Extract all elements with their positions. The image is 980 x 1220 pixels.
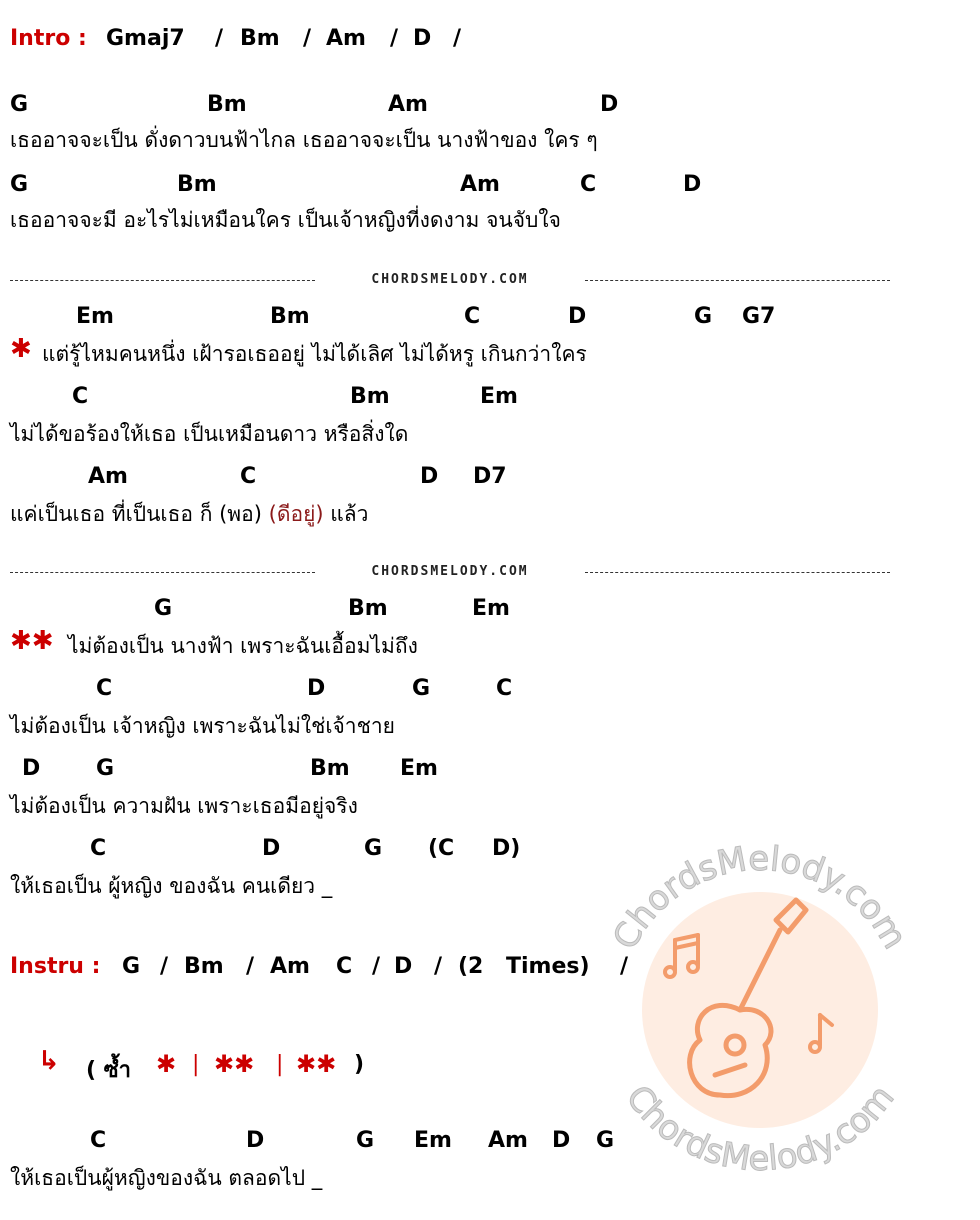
- chord: G: [10, 92, 29, 117]
- separator: [10, 564, 890, 580]
- chord: Bm: [310, 756, 350, 781]
- repeat-arrow-icon: ↳: [38, 1046, 60, 1076]
- chord: G: [356, 1128, 375, 1153]
- chord: D: [600, 92, 619, 117]
- watermark-logo: [580, 820, 940, 1200]
- intro-chord: Gmaj7: [106, 26, 185, 51]
- chord: C: [90, 836, 107, 861]
- chord: Bm: [270, 304, 310, 329]
- chord: Bm: [207, 92, 247, 117]
- chord: Bm: [177, 172, 217, 197]
- repeat-close: ): [354, 1052, 365, 1077]
- chord: G: [10, 172, 29, 197]
- separator: [10, 272, 890, 288]
- instru-label: Instru :: [10, 954, 101, 979]
- chord: C: [96, 676, 113, 701]
- chord: D: [262, 836, 281, 861]
- separator-dash: [585, 572, 890, 573]
- instru-chord: Bm: [184, 954, 224, 979]
- lyric-segment: แค่เป็นเธอ ที่เป็นเธอ ก็ (พอ): [10, 502, 269, 526]
- chord: Em: [76, 304, 114, 329]
- chord: G: [412, 676, 431, 701]
- chord: D: [307, 676, 326, 701]
- chord: G: [694, 304, 713, 329]
- chorus-marker: ✱: [10, 334, 32, 364]
- chord: Am: [88, 464, 128, 489]
- repeat-open: ( ซ้ำ: [86, 1058, 131, 1083]
- instru-slash: /: [620, 954, 629, 979]
- chord: Em: [400, 756, 438, 781]
- repeat-marker: ✱: [156, 1050, 177, 1078]
- intro-label: Intro :: [10, 26, 87, 51]
- lyric-line: เธออาจจะเป็น ดั่งดาวบนฟ้าไกล เธออาจจะเป็น นางฟ้าของ ใคร ๆ: [10, 128, 598, 152]
- chord: C: [464, 304, 481, 329]
- chord: D: [246, 1128, 265, 1153]
- instru-chord: D: [394, 954, 413, 979]
- chord: G: [596, 1128, 615, 1153]
- separator-dash: [10, 572, 315, 573]
- chord: G: [154, 596, 173, 621]
- chord: Am: [460, 172, 500, 197]
- repeat-marker: ✱✱: [214, 1050, 255, 1078]
- instru-chord: C: [336, 954, 353, 979]
- chord: Em: [414, 1128, 452, 1153]
- lyric-segment: แล้ว: [323, 502, 369, 526]
- intro-slash: /: [453, 26, 462, 51]
- separator-dash: [585, 280, 890, 281]
- instru-slash: /: [246, 954, 255, 979]
- separator-site-text: CHORDSMELODY.COM: [371, 564, 529, 579]
- repeat-marker: ✱✱: [296, 1050, 337, 1078]
- chord: Bm: [348, 596, 388, 621]
- instru-repeat-count: (2: [458, 954, 484, 979]
- chord: D): [492, 836, 521, 861]
- chord: C: [496, 676, 513, 701]
- chord: C: [72, 384, 89, 409]
- chord: G: [96, 756, 115, 781]
- lyric-line: ให้เธอเป็น ผู้หญิง ของฉัน คนเดียว _: [10, 874, 333, 898]
- lyric-line: ไม่ต้องเป็น เจ้าหญิง เพราะฉันไม่ใช่เจ้าชาย: [10, 714, 395, 738]
- intro-chord: Am: [326, 26, 366, 51]
- intro-slash: /: [303, 26, 312, 51]
- instru-chord: G: [122, 954, 141, 979]
- chord: D7: [473, 464, 507, 489]
- chorus-marker: ✱✱: [10, 626, 54, 656]
- watermark-text-top: ChordsMelody.com: [605, 838, 915, 957]
- repeat-divider: |: [192, 1052, 200, 1077]
- lyric-line: ให้เธอเป็นผู้หญิงของฉัน ตลอดไป _: [10, 1166, 323, 1190]
- lyric-line: แต่รู้ไหมคนหนึ่ง เฝ้ารอเธออยู่ ไม่ได้เลิศ ไม่ได้หรู เกินกว่าใคร: [42, 342, 587, 366]
- separator-site-text: CHORDSMELODY.COM: [371, 272, 529, 287]
- instru-repeat-word: Times): [506, 954, 590, 979]
- chord: D: [22, 756, 41, 781]
- chord: C: [580, 172, 597, 197]
- chord: (C: [428, 836, 455, 861]
- lyric-line: [10, 498, 368, 531]
- chord: G7: [742, 304, 776, 329]
- lyric-line: ไม่ต้องเป็น นางฟ้า เพราะฉันเอื้อมไม่ถึง: [68, 634, 418, 658]
- chord: D: [683, 172, 702, 197]
- chord: Em: [480, 384, 518, 409]
- chord: D: [420, 464, 439, 489]
- lyric-line: ไม่ต้องเป็น ความฝัน เพราะเธอมีอยู่จริง: [10, 794, 358, 818]
- instru-slash: /: [160, 954, 169, 979]
- watermark-circle: [642, 892, 878, 1128]
- repeat-divider: |: [276, 1052, 284, 1077]
- chord: D: [568, 304, 587, 329]
- chord: D: [552, 1128, 571, 1153]
- intro-chord: Bm: [240, 26, 280, 51]
- instru-slash: /: [434, 954, 443, 979]
- intro-slash: /: [390, 26, 399, 51]
- lyric-line: ไม่ได้ขอร้องให้เธอ เป็นเหมือนดาว หรือสิ่งใด: [10, 422, 409, 446]
- instru-slash: /: [372, 954, 381, 979]
- watermark-text-bottom: ChordsMelody.com: [617, 1077, 903, 1180]
- chord: G: [364, 836, 383, 861]
- chord: C: [240, 464, 257, 489]
- separator-dash: [10, 280, 315, 281]
- lyric-line: เธออาจจะมี อะไรไม่เหมือนใคร เป็นเจ้าหญิงที่งดงาม จนจับใจ: [10, 208, 561, 232]
- intro-chord: D: [413, 26, 432, 51]
- intro-slash: /: [215, 26, 224, 51]
- chord: C: [90, 1128, 107, 1153]
- chord: Am: [488, 1128, 528, 1153]
- lyric-alt-segment: (ดีอยู่): [268, 502, 324, 526]
- chord: Am: [388, 92, 428, 117]
- instru-chord: Am: [270, 954, 310, 979]
- chord: Em: [472, 596, 510, 621]
- chord: Bm: [350, 384, 390, 409]
